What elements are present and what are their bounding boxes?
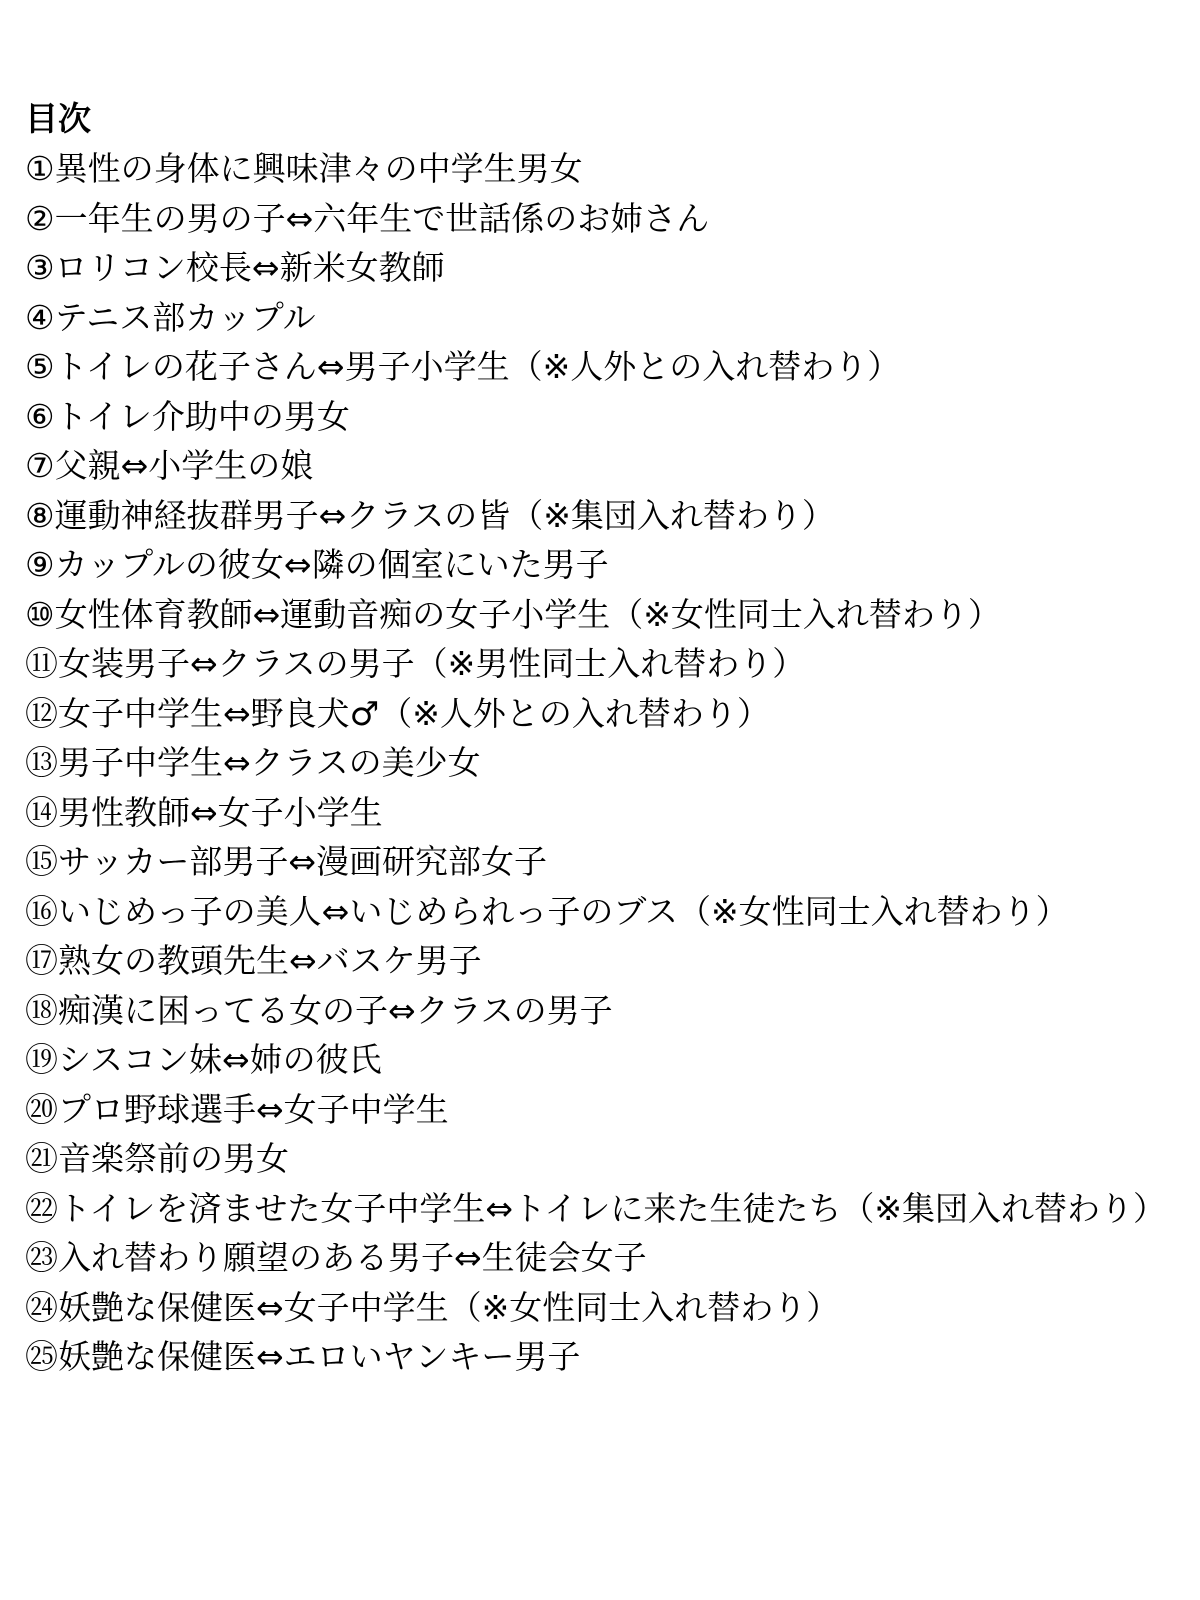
toc-item-12: ⑫女子中学生⇔野良犬♂（※人外との入れ替わり）	[25, 693, 770, 733]
toc-item-10: ⑩女性体育教師⇔運動音痴の女子小学生（※女性同士入れ替わり）	[25, 594, 1001, 634]
toc-item-7: ⑦父親⇔小学生の娘	[25, 446, 314, 485]
toc-item-16: ⑯いじめっ子の美人⇔いじめられっ子のブス（※女性同士入れ替わり）	[25, 891, 1069, 931]
document-page	[25, 94, 1175, 1382]
toc-list	[25, 144, 1175, 1382]
toc-item-19: ⑲シスコン妹⇔姉の彼氏	[25, 1040, 382, 1079]
toc-item-4: ④テニス部カップル	[25, 297, 316, 337]
toc-item-21: ㉑音楽祭前の男女	[25, 1139, 289, 1178]
toc-item-23: ㉓入れ替わり願望のある男子⇔生徒会女子	[25, 1238, 647, 1277]
toc-item-15: ⑮サッカー部男子⇔漫画研究部女子	[25, 842, 547, 881]
toc-item-11: ⑪女装男子⇔クラスの男子（※男性同士入れ替わり）	[25, 644, 806, 683]
toc-title: 目次	[25, 99, 91, 138]
toc-item-8: ⑧運動神経抜群男子⇔クラスの皆（※集団入れ替わり）	[25, 495, 835, 535]
toc-item-18: ⑱痴漢に困ってる女の子⇔クラスの男子	[25, 990, 613, 1030]
toc-item-20: ⑳プロ野球選手⇔女子中学生	[25, 1089, 449, 1129]
toc-item-1: ①異性の身体に興味津々の中学生男女	[25, 149, 583, 188]
toc-item-5: ⑤トイレの花子さん⇔男子小学生（※人外との入れ替わり）	[25, 347, 901, 386]
toc-item-3: ③ロリコン校長⇔新米女教師	[25, 248, 445, 287]
toc-item-6: ⑥トイレ介助中の男女	[25, 396, 350, 436]
toc-item-13: ⑬男子中学生⇔クラスの美少女	[25, 743, 481, 782]
toc-item-14: ⑭男性教師⇔女子小学生	[25, 792, 383, 832]
toc-item-24: ㉔妖艶な保健医⇔女子中学生（※女性同士入れ替わり）	[25, 1287, 840, 1327]
toc-item-25: ㉕妖艶な保健医⇔エロいヤンキー男子	[25, 1337, 581, 1376]
toc-item-2: ②一年生の男の子⇔六年生で世話係のお姉さん	[25, 198, 710, 238]
toc-item-22: ㉒トイレを済ませた女子中学生⇔トイレに来た生徒たち（※集団入れ替わり）	[25, 1188, 1167, 1228]
toc-item-17: ⑰熟女の教頭先生⇔バスケ男子	[25, 941, 482, 980]
toc-item-9: ⑨カップルの彼女⇔隣の個室にいた男子	[25, 545, 609, 584]
